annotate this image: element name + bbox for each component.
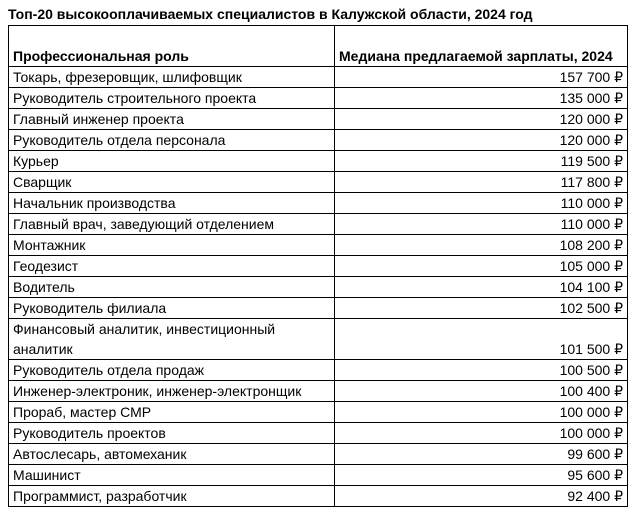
salary-table bbox=[8, 25, 628, 507]
role-cell: Сварщик bbox=[9, 172, 335, 193]
salary-cell: 119 500 ₽ bbox=[335, 151, 628, 172]
role-cell: Руководитель отдела персонала bbox=[9, 130, 335, 151]
salary-cell: 117 800 ₽ bbox=[335, 172, 628, 193]
role-cell: Прораб, мастер СМР bbox=[9, 402, 335, 423]
table-row bbox=[9, 298, 628, 319]
role-cell: Токарь, фрезеровщик, шлифовщик bbox=[9, 67, 335, 88]
table-row bbox=[9, 444, 628, 465]
role-cell: Инженер-электроник, инженер-электронщик bbox=[9, 381, 335, 402]
salary-cell: 135 000 ₽ bbox=[335, 88, 628, 109]
salary-cell: 100 000 ₽ bbox=[335, 423, 628, 444]
table-row bbox=[9, 88, 628, 109]
column-header-salary: Медиана предлагаемой зарплаты, 2024 bbox=[335, 26, 628, 67]
salary-cell: 120 000 ₽ bbox=[335, 109, 628, 130]
salary-cell: 105 000 ₽ bbox=[335, 256, 628, 277]
table-title: Топ-20 высокооплачиваемых специалистов в Калужской области, 2024 год bbox=[8, 6, 533, 22]
role-cell: Руководитель отдела продаж bbox=[9, 360, 335, 381]
role-cell: Главный инженер проекта bbox=[9, 109, 335, 130]
salary-cell: 95 600 ₽ bbox=[335, 465, 628, 486]
table-row bbox=[9, 193, 628, 214]
table-row bbox=[9, 67, 628, 88]
salary-cell: 108 200 ₽ bbox=[335, 235, 628, 256]
role-cell: Начальник производства bbox=[9, 193, 335, 214]
role-cell: Руководитель строительного проекта bbox=[9, 88, 335, 109]
table-row bbox=[9, 235, 628, 256]
salary-cell: 99 600 ₽ bbox=[335, 444, 628, 465]
role-cell: Курьер bbox=[9, 151, 335, 172]
role-cell: Монтажник bbox=[9, 235, 335, 256]
salary-cell: 92 400 ₽ bbox=[335, 486, 628, 507]
salary-cell: 100 000 ₽ bbox=[335, 402, 628, 423]
role-cell: Геодезист bbox=[9, 256, 335, 277]
table-row bbox=[9, 277, 628, 298]
role-cell: Финансовый аналитик, инвестиционный аналитик bbox=[9, 319, 335, 360]
role-cell: Руководитель проектов bbox=[9, 423, 335, 444]
table-row bbox=[9, 465, 628, 486]
role-cell: Автослесарь, автомеханик bbox=[9, 444, 335, 465]
role-cell: Главный врач, заведующий отделением bbox=[9, 214, 335, 235]
table-row bbox=[9, 151, 628, 172]
table-row bbox=[9, 172, 628, 193]
table-row bbox=[9, 319, 628, 360]
table-row bbox=[9, 360, 628, 381]
table-body bbox=[9, 67, 628, 507]
table-row bbox=[9, 130, 628, 151]
salary-cell: 100 500 ₽ bbox=[335, 360, 628, 381]
salary-cell: 104 100 ₽ bbox=[335, 277, 628, 298]
column-header-role: Профессиональная роль bbox=[9, 26, 335, 67]
salary-cell: 102 500 ₽ bbox=[335, 298, 628, 319]
role-cell: Руководитель филиала bbox=[9, 298, 335, 319]
table-row bbox=[9, 256, 628, 277]
salary-cell: 157 700 ₽ bbox=[335, 67, 628, 88]
table-row bbox=[9, 214, 628, 235]
table-row bbox=[9, 423, 628, 444]
salary-cell: 120 000 ₽ bbox=[335, 130, 628, 151]
table-row bbox=[9, 486, 628, 507]
role-cell: Программист, разработчик bbox=[9, 486, 335, 507]
salary-cell: 101 500 ₽ bbox=[335, 319, 628, 360]
role-cell: Машинист bbox=[9, 465, 335, 486]
table-row bbox=[9, 109, 628, 130]
role-cell: Водитель bbox=[9, 277, 335, 298]
salary-cell: 100 400 ₽ bbox=[335, 381, 628, 402]
salary-cell: 110 000 ₽ bbox=[335, 214, 628, 235]
table-header-row bbox=[9, 26, 628, 67]
salary-cell: 110 000 ₽ bbox=[335, 193, 628, 214]
table-row bbox=[9, 381, 628, 402]
table-row bbox=[9, 402, 628, 423]
